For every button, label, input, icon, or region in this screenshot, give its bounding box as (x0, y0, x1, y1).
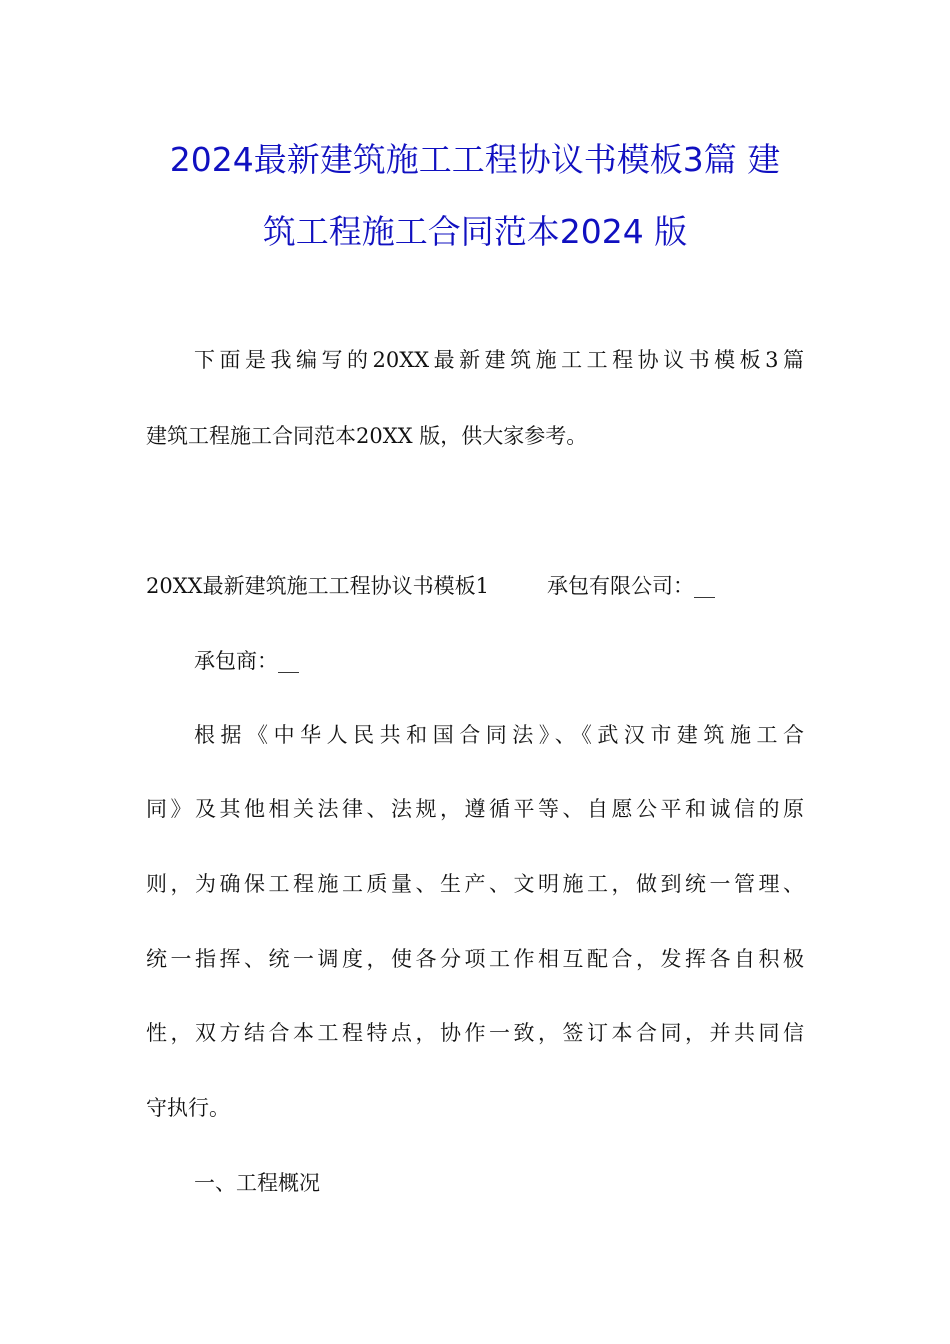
body-line-2: 同》及其他相关法律、法规，遵循平等、自愿公平和诚信的原 (146, 797, 804, 821)
body-line-6: 守执行。 (146, 1096, 230, 1120)
template-1-heading: 20XX最新建筑施工工程协议书模板1 (146, 574, 489, 598)
template-1-heading-row (146, 571, 715, 601)
body-line-3: 则，为确保工程施工质量、生产、文明施工，做到统一管理、 (146, 872, 804, 896)
body-line-4: 统一指挥、统一调度，使各分项工作相互配合，发挥各自积极 (146, 947, 804, 971)
contractor-label: 承包商：__ (194, 649, 299, 673)
document-title-line-2: 筑工程施工合同范本2024 版 (262, 212, 688, 251)
section-1-heading: 一、工程概况 (194, 1171, 320, 1195)
company-label: 承包有限公司：__ (546, 574, 715, 598)
intro-line-2: 建筑工程施工合同范本20XX 版，供大家参考。 (146, 424, 588, 448)
intro-line-1: 下面是我编写的20XX最新建筑施工工程协议书模板3篇 (194, 348, 804, 372)
document-title-line-1: 2024最新建筑施工工程协议书模板3篇 建 (169, 140, 781, 179)
body-line-5: 性，双方结合本工程特点，协作一致，签订本合同，并共同信 (146, 1021, 804, 1045)
body-line-1: 根据《中华人民共和国合同法》、《武汉市建筑施工合 (194, 723, 804, 747)
